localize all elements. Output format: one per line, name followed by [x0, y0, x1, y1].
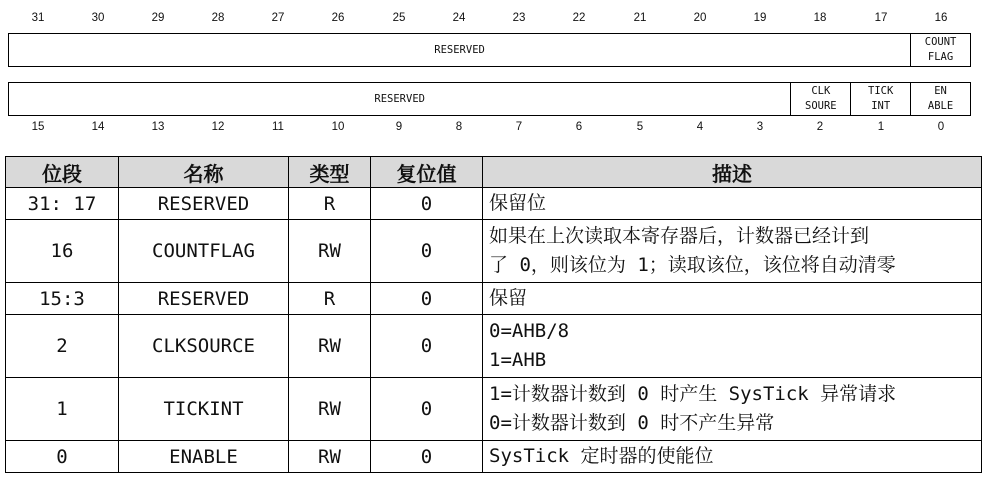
cell-bits: 0 — [6, 441, 119, 473]
bit-number: 8 — [455, 121, 463, 133]
bit-number: 3 — [756, 121, 764, 133]
cell-bits: 16 — [6, 220, 119, 283]
bit-number: 19 — [753, 12, 767, 24]
cell-bits: 31: 17 — [6, 188, 119, 220]
header-bits: 位段 — [6, 157, 119, 188]
register-row-low — [8, 82, 971, 116]
bit-number: 6 — [575, 121, 583, 133]
bit-number: 22 — [572, 12, 586, 24]
cell-reset: 0 — [371, 188, 483, 220]
header-type: 类型 — [289, 157, 371, 188]
cell-type: RW — [289, 315, 371, 378]
table-header-row — [6, 157, 982, 188]
table-row — [6, 188, 982, 220]
cell-bits: 1 — [6, 378, 119, 441]
cell-description — [483, 188, 982, 220]
bit-number: 14 — [91, 121, 105, 133]
description-line: 了 0，则该位为 1；读取该位，该位将自动清零 — [489, 254, 896, 276]
cell-description — [483, 283, 982, 315]
bit-number: 5 — [636, 121, 644, 133]
description-line: 0=AHB/8 — [489, 320, 570, 342]
bit-number: 23 — [512, 12, 526, 24]
bit-number: 1 — [877, 121, 885, 133]
cell-bits: 15:3 — [6, 283, 119, 315]
bit-number: 24 — [452, 12, 466, 24]
description-line: 保留位 — [489, 192, 547, 214]
bit-number: 30 — [91, 12, 105, 24]
cell-bits: 2 — [6, 315, 119, 378]
cell-description — [483, 220, 982, 283]
bit-number: 9 — [395, 121, 403, 133]
bit-number: 21 — [633, 12, 647, 24]
header-reset: 复位值 — [371, 157, 483, 188]
register-row-high — [8, 33, 971, 67]
bit-number: 17 — [874, 12, 888, 24]
cell-description — [483, 378, 982, 441]
field-reserved-high: RESERVED — [434, 43, 485, 56]
cell-name: ENABLE — [119, 441, 289, 473]
table-row — [6, 315, 982, 378]
bit-number: 0 — [937, 121, 945, 133]
table-row — [6, 378, 982, 441]
header-description: 描述 — [483, 157, 982, 188]
bit-number: 4 — [696, 121, 704, 133]
cell-type: R — [289, 188, 371, 220]
field-countflag: COUNT FLAG — [910, 34, 970, 66]
cell-name: COUNTFLAG — [119, 220, 289, 283]
bit-number: 25 — [392, 12, 406, 24]
field-enable: EN ABLE — [910, 83, 970, 115]
cell-reset: 0 — [371, 378, 483, 441]
cell-type: RW — [289, 378, 371, 441]
cell-reset: 0 — [371, 315, 483, 378]
field-reserved-low: RESERVED — [374, 92, 425, 105]
cell-type: RW — [289, 441, 371, 473]
description-line: 1=计数器计数到 0 时产生 SysTick 异常请求 — [489, 383, 897, 405]
description-line: 1=AHB — [489, 349, 547, 371]
bit-number: 10 — [331, 121, 345, 133]
bit-number: 13 — [151, 121, 165, 133]
bit-number: 2 — [816, 121, 824, 133]
bit-numbers-high — [8, 12, 972, 28]
description-line: 如果在上次读取本寄存器后，计数器已经计到 — [489, 225, 870, 247]
description-line: 0=计数器计数到 0 时不产生异常 — [489, 412, 775, 434]
bit-number: 28 — [211, 12, 225, 24]
cell-type: R — [289, 283, 371, 315]
field-clksource: CLK SOURE — [790, 83, 850, 115]
description-line: SysTick 定时器的使能位 — [489, 445, 714, 467]
bit-numbers-low — [8, 121, 972, 137]
cell-reset: 0 — [371, 441, 483, 473]
bit-number: 29 — [151, 12, 165, 24]
field-tickint: TICK INT — [850, 83, 910, 115]
cell-type: RW — [289, 220, 371, 283]
cell-reset: 0 — [371, 283, 483, 315]
header-name: 名称 — [119, 157, 289, 188]
bit-number: 11 — [272, 121, 284, 133]
cell-name: RESERVED — [119, 188, 289, 220]
description-line: 保留 — [489, 287, 528, 309]
bit-number: 26 — [331, 12, 345, 24]
table-row — [6, 283, 982, 315]
table-row — [6, 441, 982, 473]
bit-number: 16 — [934, 12, 948, 24]
bit-number: 31 — [31, 12, 45, 24]
bit-number: 18 — [813, 12, 827, 24]
bit-number: 7 — [515, 121, 523, 133]
cell-reset: 0 — [371, 220, 483, 283]
cell-name: RESERVED — [119, 283, 289, 315]
table-row — [6, 220, 982, 283]
cell-description — [483, 441, 982, 473]
bit-number: 20 — [693, 12, 707, 24]
cell-description — [483, 315, 982, 378]
bit-number: 12 — [211, 121, 225, 133]
bit-number: 27 — [271, 12, 285, 24]
register-description-table — [5, 156, 982, 473]
cell-name: TICKINT — [119, 378, 289, 441]
bit-number: 15 — [31, 121, 45, 133]
cell-name: CLKSOURCE — [119, 315, 289, 378]
